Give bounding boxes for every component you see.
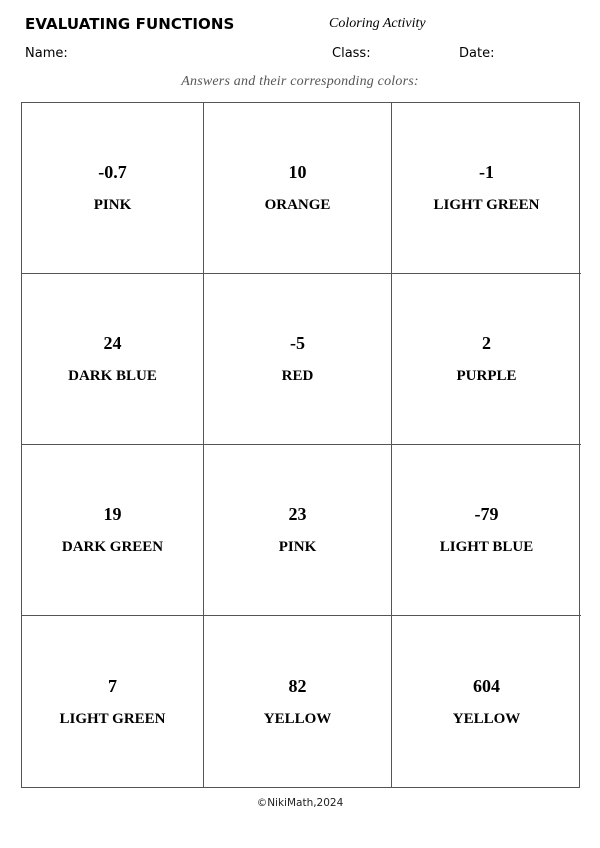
answer-color: PURPLE [456,368,517,384]
answer-color: LIGHT GREEN [433,197,540,213]
answer-value: 604 [473,675,500,696]
answer-color: YELLOW [452,710,521,727]
answer-value: 10 [288,162,307,182]
answer-value: -5 [290,333,305,353]
answer-value: 19 [103,504,122,524]
answer-value: 82 [288,675,307,696]
answer-value: 2 [482,333,491,353]
answer-cell [22,616,204,787]
answer-color: PINK [93,197,132,213]
answer-cell [22,103,204,274]
answer-cell [392,616,581,787]
answer-color: YELLOW [263,710,332,727]
answer-value: -79 [474,504,499,524]
date-label: Date: [459,46,495,61]
copyright-footer: ©NikiMath,2024 [256,797,344,809]
answer-cell [392,103,581,274]
answer-value: -1 [479,162,494,182]
answer-color-grid [21,102,580,788]
answer-cell [204,103,392,274]
answer-value: -0.7 [98,162,127,182]
activity-label: Coloring Activity [329,16,426,31]
answer-value: 23 [288,504,307,524]
answer-value: 7 [108,675,117,696]
instructions-subtitle: Answers and their corresponding colors: [181,74,419,89]
class-label: Class: [332,46,371,61]
answer-color: ORANGE [264,197,331,213]
answer-cell [22,274,204,445]
answer-cell [204,616,392,787]
answer-color: DARK GREEN [61,539,164,555]
answer-cell [392,445,581,616]
answer-cell [204,445,392,616]
answer-color: LIGHT BLUE [439,539,534,555]
answer-value: 24 [103,333,122,353]
answer-color: PINK [278,539,317,555]
answer-color: RED [281,368,314,384]
worksheet-title: EVALUATING FUNCTIONS [25,15,235,33]
answer-color: LIGHT GREEN [59,710,166,727]
answer-cell [204,274,392,445]
name-label: Name: [25,46,68,61]
answer-color: DARK BLUE [68,368,157,384]
answer-cell [22,445,204,616]
answer-cell [392,274,581,445]
